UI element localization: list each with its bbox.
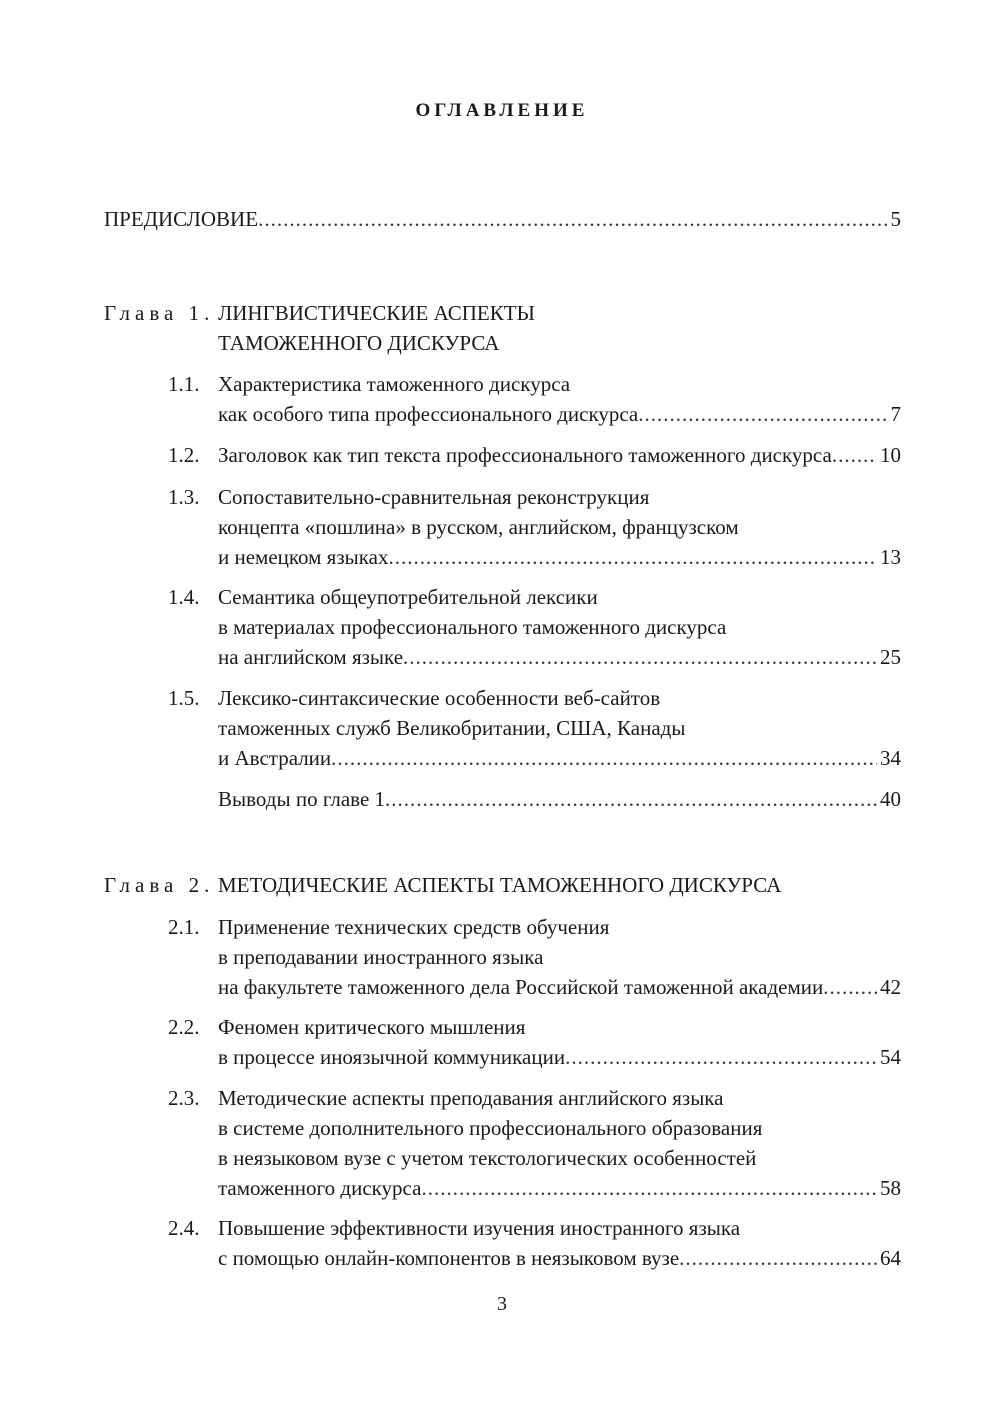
toc-entry-2-1[interactable] (168, 912, 901, 1002)
leader-dots (403, 642, 877, 672)
toc-entry-text: как особого типа профессионального дискурса (218, 402, 639, 426)
toc-page-number: 64 (880, 1246, 901, 1270)
toc-entry-text: на английском языке (218, 645, 404, 669)
section-number: 1.3. (168, 485, 200, 509)
section-number: 2.4. (168, 1216, 200, 1240)
toc-entry-1-1[interactable] (168, 369, 901, 429)
toc-page-number: 58 (880, 1176, 901, 1200)
chapter-title (218, 870, 908, 900)
leader-dots (565, 1042, 877, 1072)
toc-entry-text: и немецком языках (218, 545, 389, 569)
toc-page-number: 7 (890, 402, 901, 426)
section-number: 1.4. (168, 585, 200, 609)
section-number: 1.2. (168, 443, 200, 467)
toc-entry-2-2[interactable] (168, 1012, 901, 1072)
toc-entry-line: в системе дополнительного профессионального образования (218, 1116, 763, 1140)
toc-entry-1-3[interactable] (168, 482, 901, 572)
section-number: 2.1. (168, 915, 200, 939)
leader-dots (421, 1173, 877, 1203)
toc-entry-line: Сопоставительно-сравнительная реконструкция (218, 485, 650, 509)
page-title: ОГЛАВЛЕНИЕ (415, 100, 589, 121)
leader-dots (258, 204, 887, 234)
toc-entry-1-4[interactable] (168, 582, 901, 672)
toc-entry-1-5[interactable] (168, 683, 901, 773)
toc-entry-line: таможенных служб Великобритании, США, Канады (218, 716, 686, 740)
toc-entry-line: Применение технических средств обучения (218, 915, 610, 939)
chapter-title (218, 298, 908, 358)
toc-page-number: 25 (880, 645, 901, 669)
leader-dots (679, 1243, 877, 1273)
section-number: 1.5. (168, 686, 200, 710)
section-number: 2.3. (168, 1086, 200, 1110)
toc-entry-preface[interactable] (104, 204, 901, 234)
toc-entry-line: Характеристика таможенного дискурса (218, 372, 571, 396)
toc-entry-line: в материалах профессионального таможенного дискурса (218, 615, 727, 639)
toc-entry-text: с помощью онлайн-компонентов в неязыковом вузе (218, 1246, 680, 1270)
toc-page-number: 34 (880, 746, 901, 770)
leader-dots (832, 440, 877, 470)
toc-page-number: 5 (890, 207, 901, 231)
chapter-title-line: ЛИНГВИСТИЧЕСКИЕ АСПЕКТЫ (218, 301, 535, 325)
chapter-title-line: ТАМОЖЕННОГО ДИСКУРСА (218, 331, 500, 355)
toc-page-number: 40 (880, 787, 901, 811)
leader-dots (385, 784, 877, 814)
toc-entry-line: Лексико-синтаксические особенности веб-сайтов (218, 686, 661, 710)
leader-dots (823, 972, 877, 1002)
toc-entry-line: Методические аспекты преподавания английского языка (218, 1086, 724, 1110)
chapter-label: Глава 2. (104, 873, 215, 897)
toc-page-number: 42 (880, 975, 901, 999)
page-number: 3 (497, 1293, 507, 1315)
toc-entry-2-3[interactable] (168, 1083, 901, 1203)
leader-dots (638, 399, 887, 429)
leader-dots (388, 542, 877, 572)
toc-entry-text: в процессе иноязычной коммуникации (218, 1045, 566, 1069)
toc-entry-line: Повышение эффективности изучения иностранного языка (218, 1216, 741, 1240)
toc-entry-text: Заголовок как тип текста профессионального таможенного дискурса (218, 443, 832, 467)
toc-entry-line: концепта «пошлина» в русском, английском, французском (218, 515, 739, 539)
toc-page-number: 13 (880, 545, 901, 569)
toc-entry-conclusions-1[interactable] (218, 784, 901, 814)
toc-page-number: 10 (880, 443, 901, 467)
toc-entry-text: ПРЕДИСЛОВИЕ (104, 207, 259, 231)
section-number: 1.1. (168, 372, 200, 396)
chapter-label: Глава 1. (104, 301, 215, 325)
leader-dots (331, 743, 877, 773)
toc-entry-line: Семантика общеупотребительной лексики (218, 585, 598, 609)
toc-entry-text: таможенного дискурса (218, 1176, 422, 1200)
toc-entry-2-4[interactable] (168, 1213, 901, 1273)
toc-entry-1-2[interactable] (168, 440, 901, 470)
toc-entry-line: в преподавании иностранного языка (218, 945, 544, 969)
chapter-title-line: МЕТОДИЧЕСКИЕ АСПЕКТЫ ТАМОЖЕННОГО ДИСКУРСА (218, 873, 782, 897)
toc-entry-line: Феномен критического мышления (218, 1015, 526, 1039)
toc-entry-text: Выводы по главе 1 (218, 787, 386, 811)
toc-entry-line: в неязыковом вузе с учетом текстологических особенностей (218, 1146, 757, 1170)
toc-page-number: 54 (880, 1045, 901, 1069)
section-number: 2.2. (168, 1015, 200, 1039)
toc-entry-text: на факультете таможенного дела Российской таможенной академии (218, 975, 824, 999)
toc-entry-text: и Австралии (218, 746, 332, 770)
